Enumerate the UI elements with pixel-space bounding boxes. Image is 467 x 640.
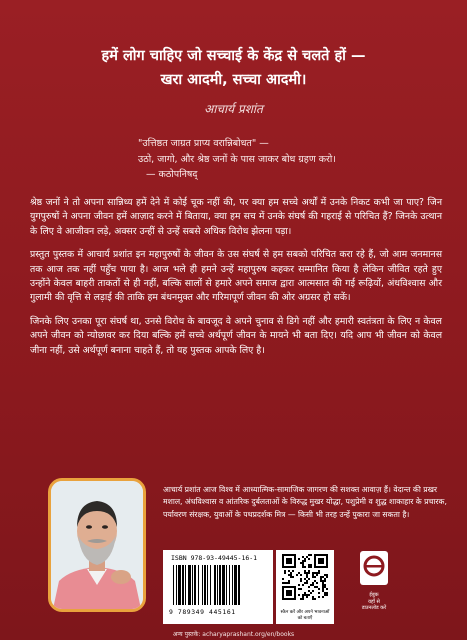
qr-module xyxy=(322,580,324,582)
headline-line-2: खरा आदमी, सच्चा आदमी। xyxy=(160,72,307,88)
qr-module xyxy=(318,572,320,574)
qr-module xyxy=(298,572,300,574)
qr-module xyxy=(286,582,288,584)
qr-module xyxy=(326,588,328,590)
qr-module xyxy=(308,586,310,588)
qr-module xyxy=(306,580,308,582)
blurb-paragraph-1: श्रेष्ठ जनों ने तो अपना सान्निध्य हमें देने में कोई चूक नहीं की, पर क्या हम सच्चे अर्थों में उनके निकट कभी जा पाए? जिन युगपुरुषों ने अपना जीवन हमें आज़ाद करने में बिताया, क्या हम सच में उनके संघर्ष की गहराई से परिचित हैं? जिनके उत्थान के लिए वे आजीवन लड़े, अक्सर उन्हीं से उन्हें सबसे अधिक विरोध झेलना पड़ा। xyxy=(30,197,442,237)
quote-translation: उठो, जागो, और श्रेष्ठ जनों के पास जाकर बोध ग्रहण करो। xyxy=(138,153,336,165)
qr-module xyxy=(294,554,296,568)
qr-module xyxy=(312,582,314,584)
qr-module xyxy=(298,584,300,586)
qr-module xyxy=(318,570,320,572)
qr-module xyxy=(302,562,304,564)
barcode-bar xyxy=(226,565,227,605)
qr-module xyxy=(318,592,320,594)
qr-module xyxy=(304,592,306,594)
qr-module xyxy=(304,582,306,584)
qr-module xyxy=(302,594,304,596)
qr-module xyxy=(312,572,314,574)
barcode-bar xyxy=(222,565,225,605)
qr-module xyxy=(308,566,310,568)
qr-module xyxy=(282,586,296,588)
barcode-bar xyxy=(219,565,221,605)
qr-module xyxy=(290,574,292,576)
qr-module xyxy=(314,554,328,556)
qr-module xyxy=(298,588,300,590)
barcode-bar xyxy=(198,565,199,605)
blurb-paragraph-3: जिनके लिए उनका पूरा संघर्ष था, उनसे विरोध के बावजूद वे अपने चुनाव से डिगे नहीं और हमारी स्वतंत्रता के लिए न केवल अपने जीवन को न्योछावर कर दिया बल्कि हमें सच्चे अर्थपूर्ण जीवन के मायने भी बता दिए। यदि आप भी जीवन को केवल जीना नहीं, उसे अर्थपूर्ण बनाना चाहते हैं, तो यह पुस्तक आपके लिए है। xyxy=(30,315,442,356)
qr-module xyxy=(324,574,326,576)
author-signature: आचार्य प्रशांत xyxy=(204,102,263,116)
qr-module xyxy=(310,584,312,586)
headline-line-1: हमें लोग चाहिए जो सच्चाई के केंद्र से चलते हों — xyxy=(101,48,366,64)
qr-module xyxy=(318,596,320,598)
qr-module xyxy=(308,558,310,560)
qr-module xyxy=(296,574,298,576)
qr-module xyxy=(290,572,292,574)
qr-module xyxy=(292,570,294,572)
barcode-bar xyxy=(173,565,174,605)
qr-module xyxy=(308,564,310,566)
qr-code-icon xyxy=(282,554,328,600)
qr-module xyxy=(312,574,314,576)
qr-module xyxy=(308,570,310,572)
qr-module xyxy=(324,594,326,596)
ebook-download xyxy=(357,550,391,624)
qr-module xyxy=(298,558,300,560)
qr-module xyxy=(288,580,290,582)
qr-module xyxy=(310,564,312,566)
blurb-paragraph-2: प्रस्तुत पुस्तक में आचार्य प्रशांत इन महापुरुषों के जीवन के उस संघर्ष से हम सबको परिचित करा रहे हैं, जो आम जनमानस तक आज तक नहीं पहुँच पाया है। आज भले ही हमने उन्हें महापुरुष कहकर सम्मानित किया है लेकिन जीवित रहते हुए उन्होंने केवल बाहरी ताकतों से ही नहीं, बल्कि सालों से हमारे अपने समाज द्वारा आत्मसात की गई रूढ़ियों, अंधविश्वास और गुलामी की वृत्ति से लड़ाई की ताकि हम बंधनमुक्त और गरिमापूर्ण जीवन की ओर अग्रसर हो सकें। xyxy=(30,249,442,304)
qr-module xyxy=(300,580,302,582)
qr-module xyxy=(314,576,316,578)
qr-module xyxy=(304,572,306,574)
qr-module xyxy=(288,574,290,576)
qr-module xyxy=(310,554,312,556)
qr-module xyxy=(290,576,292,578)
isbn-barcode xyxy=(163,550,273,624)
qr-module xyxy=(312,598,314,600)
qr-module xyxy=(308,554,310,556)
barcode-bar xyxy=(234,565,237,605)
barcode-bar xyxy=(194,565,196,605)
qr-module xyxy=(306,572,308,574)
qr-module xyxy=(326,554,328,568)
barcode-bar xyxy=(232,565,233,605)
qr-module xyxy=(288,570,290,572)
qr-module xyxy=(298,594,300,596)
qr-module xyxy=(284,572,286,574)
qr-module xyxy=(306,594,308,596)
ebook-line-3: डाउनलोड करें xyxy=(361,605,387,611)
isbn-label: ISBN 978-93-49445-16-1 xyxy=(171,554,258,562)
qr-module xyxy=(322,584,324,586)
qr-module xyxy=(282,586,284,600)
qr-module xyxy=(304,578,306,580)
qr-module xyxy=(302,566,304,568)
qr-module xyxy=(324,592,326,594)
qr-module xyxy=(306,556,308,558)
qr-module xyxy=(304,560,306,562)
qr-module xyxy=(326,592,328,594)
qr-module xyxy=(286,558,292,564)
barcode-bar xyxy=(238,565,240,605)
quote-source: — कठोपनिषद् xyxy=(146,169,198,180)
qr-module xyxy=(312,584,314,586)
barcode-bar xyxy=(178,565,181,605)
qr-module xyxy=(316,572,318,574)
qr-module xyxy=(320,580,322,582)
qr-module xyxy=(314,580,316,582)
qr-module xyxy=(300,598,302,600)
qr-module xyxy=(326,576,328,578)
qr-module xyxy=(302,556,304,558)
author-photo xyxy=(48,478,146,612)
qr-module xyxy=(282,554,284,568)
footer-books-link: अन्य पुस्तकें: acharyaprashant.org/en/books xyxy=(172,631,295,638)
author-description: आचार्य प्रशांत आज विश्व में आध्यात्मिक-सामाजिक जागरण की सशक्त आवाज़ हैं। वेदान्त की प्रखर मशाल, अंधविश्वास व आंतरिक दुर्बलताओं के विरुद्ध मुखर योद्धा, पशुप्रेमी व शुद्ध शाकाहार के प्रचारक, पर्यावरण संरक्षक, युवाओं के पथप्रदर्शक मित्र — किसी भी तरह उन्हें पुकारा जा सकता है। xyxy=(163,485,447,519)
qr-module xyxy=(302,596,304,598)
ebook-line-2: यहाँ से xyxy=(368,598,380,605)
qr-module xyxy=(318,588,320,590)
qr-module xyxy=(300,574,302,576)
qr-module xyxy=(302,564,304,566)
qr-module xyxy=(300,588,302,590)
qr-module xyxy=(322,588,324,590)
qr-module xyxy=(282,554,296,556)
qr-module xyxy=(300,562,302,564)
qr-code-panel xyxy=(276,550,334,624)
qr-module xyxy=(312,590,314,592)
author-portrait-image xyxy=(51,481,143,609)
qr-module xyxy=(284,582,286,584)
barcode-bar xyxy=(204,565,206,605)
quote-sanskrit: "उत्तिष्ठत जाग्रत प्राप्य वरान्निबोधत" — xyxy=(138,138,269,149)
qr-module xyxy=(304,570,306,572)
headline xyxy=(0,44,467,92)
qr-module xyxy=(304,558,306,560)
qr-module xyxy=(322,582,324,584)
qr-module xyxy=(316,582,318,584)
qr-module xyxy=(322,596,324,598)
qr-module xyxy=(308,594,310,596)
qr-module xyxy=(308,572,310,574)
barcode-bar xyxy=(207,565,208,605)
qr-module xyxy=(312,596,314,598)
qr-module xyxy=(324,584,326,586)
qr-module xyxy=(306,574,308,576)
qr-module xyxy=(306,582,308,584)
blurb-body xyxy=(30,196,442,367)
qr-module xyxy=(312,576,314,578)
qr-module xyxy=(324,586,326,588)
barcode-bars xyxy=(171,565,265,605)
qr-caption: स्कैन करें और अपने भावनाओं को बताएँ xyxy=(280,610,330,621)
qr-module xyxy=(302,598,304,600)
qr-module xyxy=(282,566,296,568)
barcode-bar xyxy=(185,565,186,605)
qr-module xyxy=(302,584,304,586)
upanishad-quote xyxy=(138,136,438,183)
qr-module xyxy=(304,566,306,568)
barcode-bar xyxy=(192,565,193,605)
qr-module xyxy=(320,576,322,578)
qr-module xyxy=(282,598,296,600)
qr-module xyxy=(300,578,302,580)
qr-module xyxy=(314,554,316,568)
qr-module xyxy=(322,586,324,588)
ebook-logo-icon xyxy=(359,550,389,586)
qr-module xyxy=(286,590,292,596)
qr-module xyxy=(314,598,316,600)
qr-module xyxy=(314,566,328,568)
qr-module xyxy=(282,578,284,580)
isbn-digits: 9 789349 445161 xyxy=(169,608,236,616)
qr-module xyxy=(288,582,290,584)
qr-module xyxy=(316,574,318,576)
qr-module xyxy=(284,570,286,572)
qr-module xyxy=(308,590,310,592)
barcode-bar xyxy=(210,565,211,605)
qr-module xyxy=(326,594,328,596)
barcode-bar xyxy=(217,565,218,605)
qr-module xyxy=(326,574,328,576)
barcode-bar xyxy=(188,565,191,605)
barcode-bar xyxy=(214,565,216,605)
qr-module xyxy=(322,590,324,592)
qr-module xyxy=(324,580,326,582)
qr-module xyxy=(292,576,294,578)
ebook-line-1: ईबुक xyxy=(369,592,379,598)
qr-module xyxy=(320,578,322,580)
qr-module xyxy=(310,566,312,568)
barcode-bar xyxy=(229,565,230,605)
qr-module xyxy=(316,586,318,588)
barcode-bar xyxy=(202,565,203,605)
qr-module xyxy=(294,586,296,600)
barcode-bar xyxy=(176,565,177,605)
qr-module xyxy=(314,586,316,588)
qr-module xyxy=(304,594,306,596)
qr-module xyxy=(322,576,324,578)
qr-module xyxy=(308,578,310,580)
qr-module xyxy=(302,560,304,562)
qr-module xyxy=(318,558,324,564)
qr-module xyxy=(314,572,316,574)
qr-module xyxy=(324,578,326,580)
qr-module xyxy=(282,582,284,584)
qr-module xyxy=(306,576,308,578)
qr-module xyxy=(310,592,312,594)
barcode-bar xyxy=(182,565,184,605)
qr-module xyxy=(306,596,308,598)
